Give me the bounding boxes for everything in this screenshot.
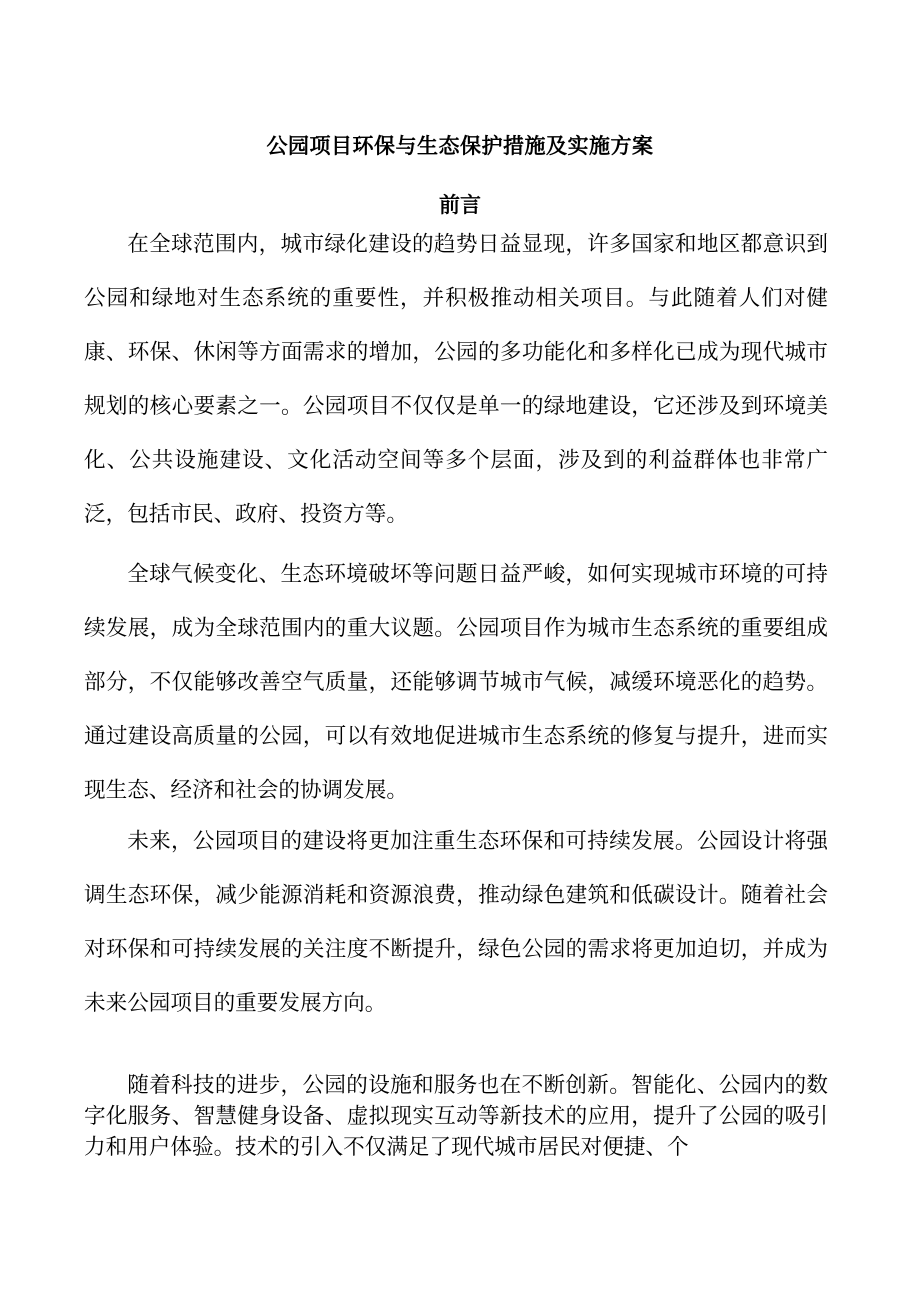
- paragraph: 随着科技的进步，公园的设施和服务也在不断创新。智能化、公园内的数字化服务、智慧健身设备、虚拟现实互动等新技术的应用，提升了公园的吸引力和用户体验。技术的引入不仅满足了现代城市居民对便捷、个: [84, 1073, 828, 1160]
- paragraph: 全球气候变化、生态环境破坏等问题日益严峻，如何实现城市环境的可持续发展，成为全球范围内的重大议题。公园项目作为城市生态系统的重要组成部分，不仅能够改善空气质量，还能够调节城市气候，减缓环境恶化的趋势。通过建设高质量的公园，可以有效地促进城市生态系统的修复与提升，进而实现生态、经济和社会的协调发展。: [84, 562, 828, 803]
- section-heading-preface: 前言: [439, 192, 481, 218]
- paragraph: 在全球范围内，城市绿化建设的趋势日益显现，许多国家和地区都意识到公园和绿地对生态系统的重要性，并积极推动相关项目。与此随着人们对健康、环保、休闲等方面需求的增加，公园的多功能化和多样化已成为现代城市规划的核心要素之一。公园项目不仅仅是单一的绿地建设，它还涉及到环境美化、公共设施建设、文化活动空间等多个层面，涉及到的利益群体也非常广泛，包括市民、政府、投资方等。: [84, 232, 828, 527]
- document-title: 公园项目环保与生态保护措施及实施方案: [266, 133, 654, 159]
- paragraph: 未来，公园项目的建设将更加注重生态环保和可持续发展。公园设计将强调生态环保，减少能源消耗和资源浪费，推动绿色建筑和低碳设计。随着社会对环保和可持续发展的关注度不断提升，绿色公园的需求将更加迫切，并成为未来公园项目的重要发展方向。: [84, 829, 828, 1016]
